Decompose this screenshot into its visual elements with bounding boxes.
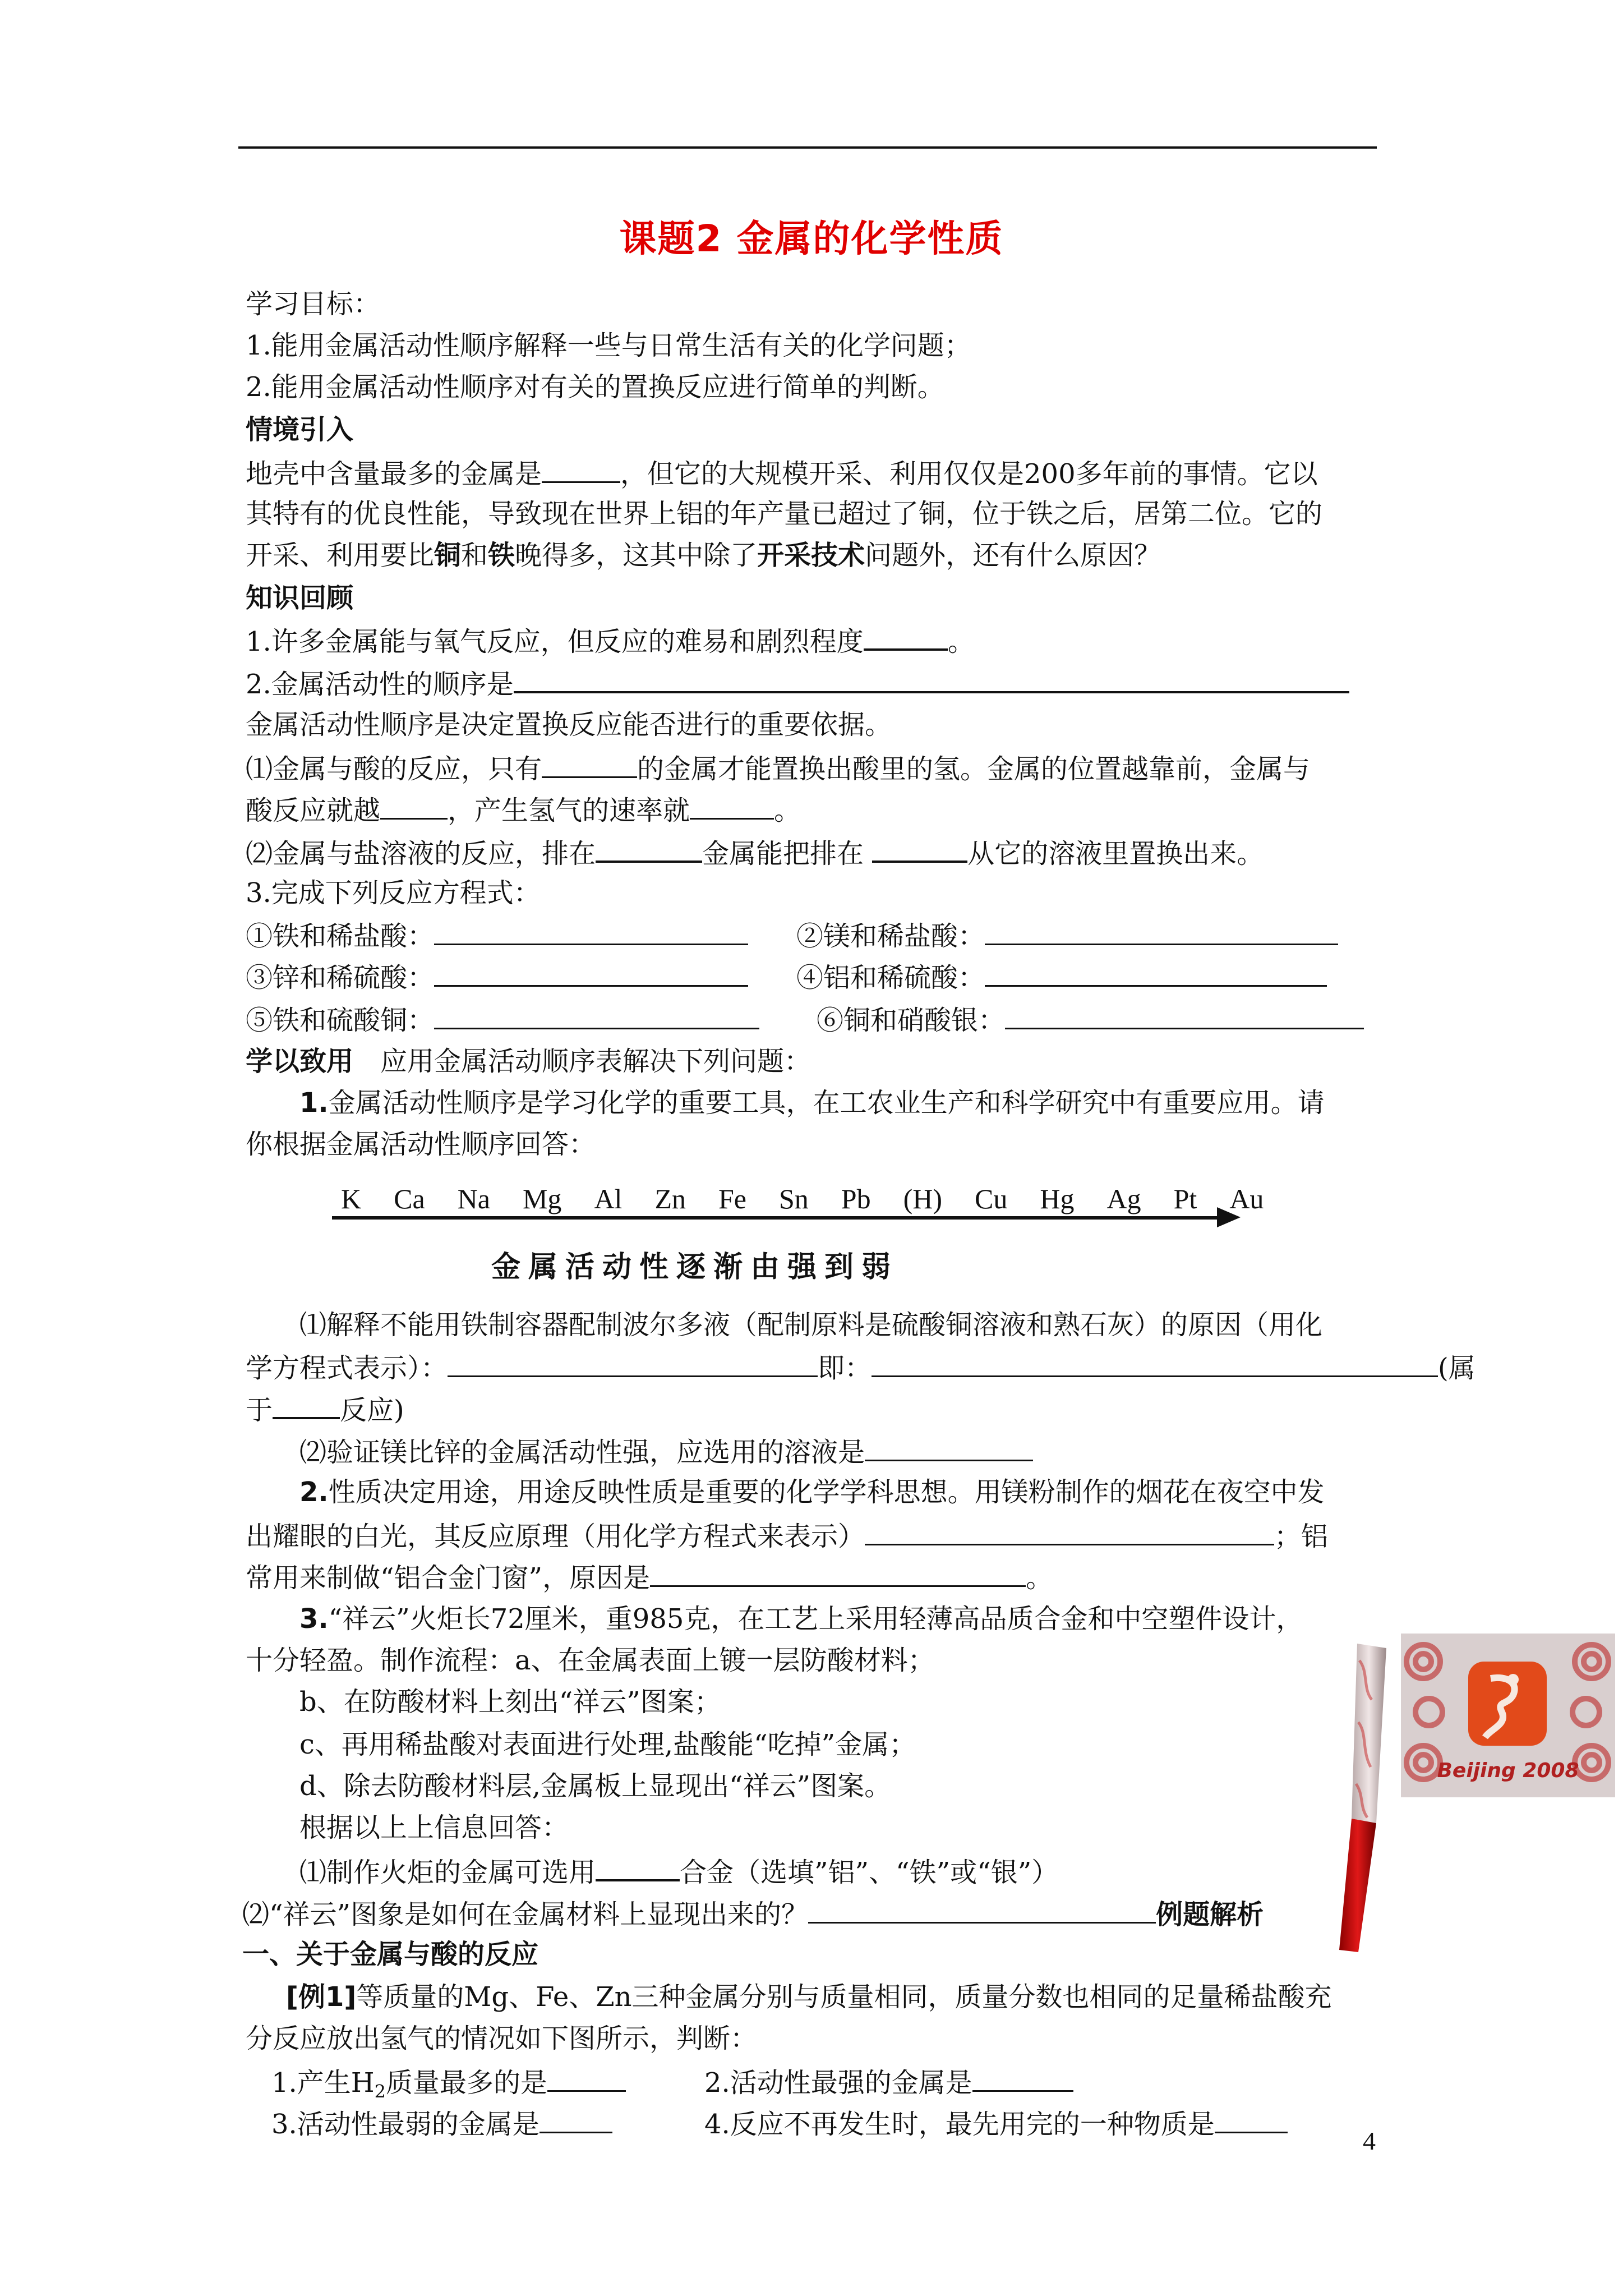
text: 质量最多的是	[386, 2067, 548, 2099]
metal-symbol: Au	[1229, 1183, 1264, 1214]
text: 3.活动性最弱的金属是	[271, 2109, 540, 2140]
question-number: 2.	[299, 1476, 329, 1508]
activity-arrow-line	[332, 1216, 1224, 1220]
text: 于	[246, 1395, 273, 1426]
fill-blank[interactable]	[434, 959, 748, 987]
goals-heading: 学习目标：	[246, 288, 381, 320]
fill-blank[interactable]	[972, 2064, 1073, 2092]
fill-blank[interactable]	[865, 1518, 1274, 1545]
example-item	[271, 2064, 626, 2109]
metal-symbol: Ag	[1106, 1183, 1141, 1214]
metal-symbol: Pt	[1173, 1183, 1197, 1214]
metal-symbol: Al	[594, 1183, 623, 1214]
page-number: 4	[1363, 2127, 1376, 2155]
question-number: 3.	[299, 1603, 329, 1635]
activity-arrow-head	[1217, 1207, 1241, 1227]
header-rule	[238, 146, 1377, 149]
goal-item: 1.能用金属活动性顺序解释一些与日常生活有关的化学问题；	[246, 330, 971, 361]
text: ①铁和稀盐酸：	[246, 921, 435, 952]
example-label: 例题解析	[1156, 1899, 1264, 1930]
fill-blank[interactable]	[596, 1853, 680, 1881]
text: ⑵金属与盐溶液的反应，排在	[246, 838, 596, 869]
review-p2	[246, 835, 1264, 871]
text: 酸反应就越	[246, 795, 381, 826]
text: ②镁和稀盐酸：	[796, 921, 985, 952]
example-1	[286, 1980, 1332, 2014]
apply-q1-cont: 你根据金属活动性顺序回答：	[246, 1129, 596, 1160]
fill-blank[interactable]	[650, 1559, 1026, 1587]
fill-blank[interactable]	[380, 792, 448, 820]
text: ，产生氢气的速率就	[448, 795, 690, 826]
text: 即：	[818, 1352, 872, 1384]
fill-blank[interactable]	[864, 623, 948, 651]
text: 反应)	[340, 1395, 404, 1426]
text: 。	[1026, 1562, 1053, 1594]
fill-blank[interactable]	[547, 2064, 626, 2092]
fill-blank[interactable]	[1215, 2106, 1288, 2133]
review-q2	[246, 665, 1349, 701]
text: 等质量的Mg、Fe、Zn三种金属分别与质量相同，质量分数也相同的足量稀盐酸充	[356, 1981, 1332, 2013]
text: 。	[947, 626, 975, 657]
example-number: [例1]	[286, 1981, 357, 2013]
equation-item	[796, 918, 1338, 953]
equation-item	[246, 1002, 759, 1037]
fill-blank[interactable]	[540, 2106, 612, 2133]
metal-symbol: Mg	[522, 1183, 562, 1214]
metal-symbol: Pb	[841, 1183, 871, 1214]
text: 从它的溶液里置换出来。	[967, 838, 1264, 869]
apply-s1-end	[246, 1391, 404, 1427]
text: 金属活动性顺序是学习化学的重要工具，在工农业生产和科学研究中有重要应用。请	[328, 1087, 1325, 1119]
text: 1.许多金属能与氧气反应，但反应的难易和剧烈程度	[246, 626, 864, 657]
text: 出耀眼的白光，其反应原理（用化学方程式来表示）	[246, 1521, 865, 1552]
emphasis-mining: 开采技术	[757, 540, 865, 571]
goal-item: 2.能用金属活动性顺序对有关的置换反应进行简单的判断。	[246, 371, 944, 403]
intro-line-1	[246, 455, 1318, 491]
text: 性质决定用途，用途反映性质是重要的化学学科思想。用镁粉制作的烟花在夜空中发	[328, 1476, 1325, 1508]
apply-heading-line	[246, 1045, 811, 1078]
fill-blank[interactable]	[514, 665, 1349, 693]
text: 的金属才能置换出酸里的氢。金属的位置越靠前，金属与	[637, 753, 1311, 785]
example-1-cont: 分反应放出氢气的情况如下图所示，判断：	[246, 2023, 758, 2054]
text: 2.活动性最强的金属是	[704, 2067, 972, 2099]
example-item	[704, 2106, 1288, 2141]
fill-blank[interactable]	[448, 1350, 818, 1377]
apply-s1-cont	[246, 1350, 1476, 1385]
example-item	[704, 2064, 1073, 2100]
apply-q2-end	[246, 1559, 1053, 1595]
fill-blank[interactable]	[434, 1002, 759, 1029]
fill-blank[interactable]	[872, 1350, 1438, 1377]
apply-s1: ⑴解释不能用铁制容器配制波尔多液（配制原料是硫酸铜溶液和熟石灰）的原因（用化	[299, 1309, 1323, 1341]
text: 和	[461, 540, 488, 571]
text: ；铝	[1274, 1521, 1329, 1552]
beijing-2008-logo-image	[1401, 1634, 1615, 1797]
review-q3: 3.完成下列反应方程式：	[246, 877, 541, 909]
page-title: 课题2 金属的化学性质	[619, 217, 1004, 260]
review-p1	[246, 751, 1310, 786]
fill-blank[interactable]	[1005, 1002, 1364, 1029]
fill-blank[interactable]	[596, 835, 702, 863]
section-heading-acid: 一、关于金属与酸的反应	[242, 1939, 539, 1970]
text: 开采、利用要比	[246, 540, 435, 571]
review-q1	[246, 623, 975, 659]
subscript: 2	[374, 2081, 386, 2102]
text: 合金（选填”铝”、“铁”或“银”）	[680, 1857, 1059, 1888]
text: ⑥铜和硝酸银：	[817, 1005, 1006, 1036]
metal-symbol: Cu	[975, 1183, 1008, 1214]
intro-line-2: 其特有的优良性能，导致现在世界上铝的年产量已超过了铜，位于铁之后，居第二位。它的	[246, 498, 1323, 530]
text: ⑤铁和硫酸铜：	[246, 1005, 435, 1036]
fill-blank[interactable]	[985, 959, 1327, 987]
apply-q3-prompt: 根据以上上信息回答：	[299, 1812, 569, 1843]
section-heading-apply: 学以致用	[246, 1046, 354, 1077]
text: ④铝和稀硫酸：	[796, 962, 985, 993]
section-heading-review: 知识回顾	[246, 582, 354, 614]
fill-blank[interactable]	[542, 751, 637, 778]
fill-blank[interactable]	[865, 1434, 1033, 1461]
intro-line-3	[246, 539, 1161, 572]
apply-q3-step: c、再用稀盐酸对表面进行处理,盐酸能“吃掉”金属；	[299, 1729, 916, 1760]
apply-q2	[299, 1475, 1325, 1509]
text: ⑵验证镁比锌的金属活动性强，应选用的溶液是	[299, 1437, 865, 1468]
section-heading-intro: 情境引入	[246, 414, 354, 445]
metal-symbol: K	[341, 1183, 362, 1214]
metal-symbol: Sn	[778, 1183, 809, 1214]
text: 地壳中含量最多的金属是	[246, 458, 542, 490]
fill-blank[interactable]	[808, 1896, 1156, 1924]
apply-q3	[299, 1602, 1303, 1636]
emphasis-copper: 铜	[434, 540, 462, 571]
apply-q3-step: d、除去防酸材料层,金属板上显现出“祥云”图案。	[299, 1770, 892, 1802]
example-item	[271, 2106, 612, 2141]
fill-blank[interactable]	[542, 455, 620, 483]
equation-item	[796, 959, 1327, 995]
metal-activity-series	[341, 1182, 1296, 1215]
metal-symbol: Ca	[394, 1183, 425, 1214]
text: (属	[1438, 1352, 1476, 1384]
metal-symbol: Na	[457, 1183, 490, 1214]
review-q2-note: 金属活动性顺序是决定置换反应能否进行的重要依据。	[246, 709, 892, 740]
text: ⑴制作火炬的金属可选用	[299, 1857, 596, 1888]
question-number: 1.	[299, 1087, 329, 1119]
text: ⑵“祥云”图象是如何在金属材料上显现出来的？	[242, 1899, 809, 1930]
apply-s2	[299, 1434, 1033, 1469]
metal-symbol: Fe	[718, 1183, 746, 1214]
review-p1-cont	[246, 792, 801, 827]
arrow-caption: 金属活动性逐渐由强到弱	[491, 1250, 899, 1284]
text: 4.反应不再发生时，最先用完的一种物质是	[704, 2109, 1215, 2140]
apply-q3-line: 十分轻盈。制作流程：a、在金属表面上镀一层防酸材料；	[246, 1645, 935, 1676]
text: 1.产生H	[271, 2067, 375, 2099]
text: 学方程式表示）：	[246, 1352, 448, 1384]
apply-q2-cont	[246, 1518, 1328, 1553]
text: ，但它的大规模开采、利用仅仅是200多年前的事情。它以	[620, 458, 1318, 490]
fill-blank[interactable]	[434, 918, 748, 945]
apply-q1	[299, 1086, 1325, 1120]
text: 金属能把排在	[702, 838, 873, 869]
text: ③锌和稀硫酸：	[246, 962, 435, 993]
text: 问题外，还有什么原因？	[865, 540, 1161, 571]
apply-q3-sub1	[299, 1853, 1058, 1889]
apply-q3-step: b、在防酸材料上刻出“祥云”图案；	[299, 1686, 721, 1718]
text: 应用金属活动顺序表解决下列问题：	[380, 1046, 811, 1077]
equation-item	[246, 959, 748, 995]
text: 。	[774, 795, 801, 826]
text: 晚得多，这其中除了	[515, 540, 758, 571]
fill-blank[interactable]	[690, 792, 774, 820]
fill-blank[interactable]	[273, 1391, 340, 1419]
metal-symbol: Hg	[1040, 1183, 1075, 1214]
fill-blank[interactable]	[985, 918, 1338, 945]
text: 常用来制做“铝合金门窗”，原因是	[246, 1562, 651, 1594]
text: ⑴金属与酸的反应，只有	[246, 753, 542, 785]
equation-item	[817, 1002, 1364, 1037]
apply-q3-sub2	[242, 1896, 1264, 1931]
metal-symbol: (H)	[903, 1183, 943, 1214]
metal-symbol: Zn	[654, 1183, 686, 1214]
text: “祥云”火炬长72厘米，重985克，在工艺上采用轻薄高品质合金和中空塑件设计，	[328, 1603, 1303, 1635]
emphasis-iron: 铁	[488, 540, 515, 571]
logo-wordmark: Beijing 2008	[1437, 1759, 1579, 1782]
olympic-torch-image	[1318, 1638, 1402, 1963]
fill-blank[interactable]	[872, 835, 967, 863]
equation-item	[246, 918, 748, 953]
text: 2.金属活动性的顺序是	[246, 669, 514, 700]
